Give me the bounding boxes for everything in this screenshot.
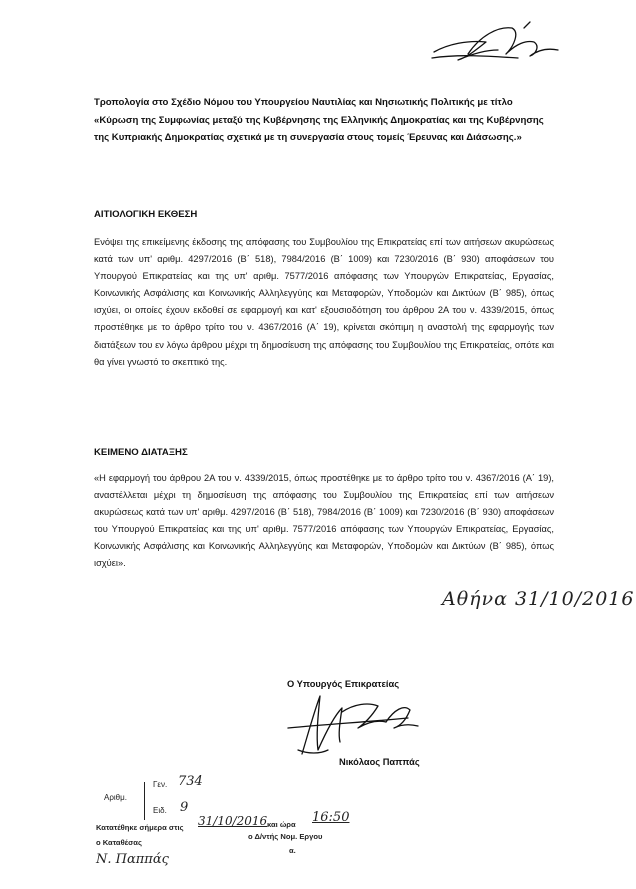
registry-director-label: ο Δ/ντής Νομ. Εργου bbox=[248, 832, 323, 841]
top-signature bbox=[428, 14, 568, 76]
section-heading-provision: ΚΕΙΜΕΝΟ ΔΙΑΤΑΞΗΣ bbox=[94, 447, 188, 458]
handwritten-date: Αθήνα 31/10/2016 bbox=[442, 588, 635, 610]
section-heading-justification: ΑΙΤΙΟΛΟΓΙΚΗ ΕΚΘΕΣΗ bbox=[94, 209, 198, 220]
registry-time-label: και ώρα bbox=[267, 820, 296, 829]
registry-director-initial: α. bbox=[289, 846, 296, 855]
registry-eid-value: 9 bbox=[180, 800, 189, 815]
justification-paragraph: Ενόψει της επικείμενης έκδοσης της απόφασης του Συμβουλίου της Επικρατείας επί των αιτήσεων ακυρώσεως κατά των υπ' αριθμ. 4297/2016 (Β΄ 518), 7984/2016 (Β΄ 1009) και 7230/2016 (Β΄ 930) αποφάσεων του Υπουργού Επικρατείας και της υπ' αριθμ. 7577/2016 απόφασης των Υπουργών Επικρατείας, Εργασίας, Κοινωνικής Ασφάλισης και Κοινωνικής Αλληλεγγύης και Μεταφορών, Υποδομών και Δικτύων (Β΄ 985), όπως ισχύει, οι οποίες έχουν εκδοθεί σε εφαρμογή και κατ' εξουσιοδότηση του άρθρου 2Α του ν. 4339/2015, όπως προστέθηκε με το άρθρο τρίτο του ν. 4367/2016 (Α΄ 19), κρίνεται σκόπιμη η αναστολή της εφαρμογής των διατάξεων του εν λόγω άρθρου μέχρι τη δημοσίευση της απόφασης του Συμβουλίου της Επικρατείας, οπότε και θα γίνει γνωστό το σκεπτικό της. bbox=[94, 237, 554, 367]
registry-eid-label: Ειδ. bbox=[153, 806, 167, 815]
document-title: Τροπολογία στο Σχέδιο Νόμου του Υπουργείου Ναυτιλίας και Νησιωτικής Πολιτικής με τίτλο «Κύρωση της Συμφωνίας μεταξύ της Κυβέρνησης της Ελληνικής Δημοκρατίας και της Κυβέρνησης της Κυπριακής Δημοκρατίας σχετικά με τη συνεργασία στους τομείς Έρευνας και Διάσωσης.» bbox=[94, 97, 544, 143]
signatory-name: Νικόλαος Παππάς bbox=[339, 757, 420, 767]
registry-gen-label: Γεν. bbox=[153, 780, 168, 789]
registry-arithm-label: Αριθμ. bbox=[104, 793, 127, 802]
registry-depositor-name: Ν. Παππάς bbox=[96, 852, 169, 867]
registry-time-value: 16:50 bbox=[312, 810, 350, 825]
registry-depositor-label: ο Καταθέσας bbox=[96, 838, 142, 847]
signatory-role: Ο Υπουργός Επικρατείας bbox=[287, 679, 400, 689]
registry-bracket bbox=[144, 782, 145, 820]
registry-gen-value: 734 bbox=[178, 774, 203, 789]
registry-deposited-label: Κατατέθηκε σήμερα στις bbox=[96, 823, 184, 832]
minister-signature bbox=[268, 688, 428, 760]
provision-paragraph: «Η εφαρμογή του άρθρου 2Α του ν. 4339/2015, όπως προστέθηκε με το άρθρο τρίτο του ν. 4367/2016 (Α΄ 19), αναστέλλεται μέχρι τη δημοσίευση της απόφασης του Συμβουλίου της Επικρατείας επί των αιτήσεων ακυρώσεως κατά των υπ' αριθμ. 4297/2016 (Β΄ 518), 7984/2016 (Β΄ 1009) και 7230/2016 (Β΄ 930) αποφάσεων του Υπουργού Επικρατείας και της υπ' αριθμ. 7577/2016 απόφασης των Υπουργών Επικρατείας, Εργασίας, Κοινωνικής Ασφάλισης και Κοινωνικής Αλληλεγγύης και Μεταφορών, Υποδομών και Δικτύων (Β΄ 985), όπως ισχύει». bbox=[94, 473, 554, 569]
registry-deposited-date: 31/10/2016 bbox=[198, 814, 268, 828]
